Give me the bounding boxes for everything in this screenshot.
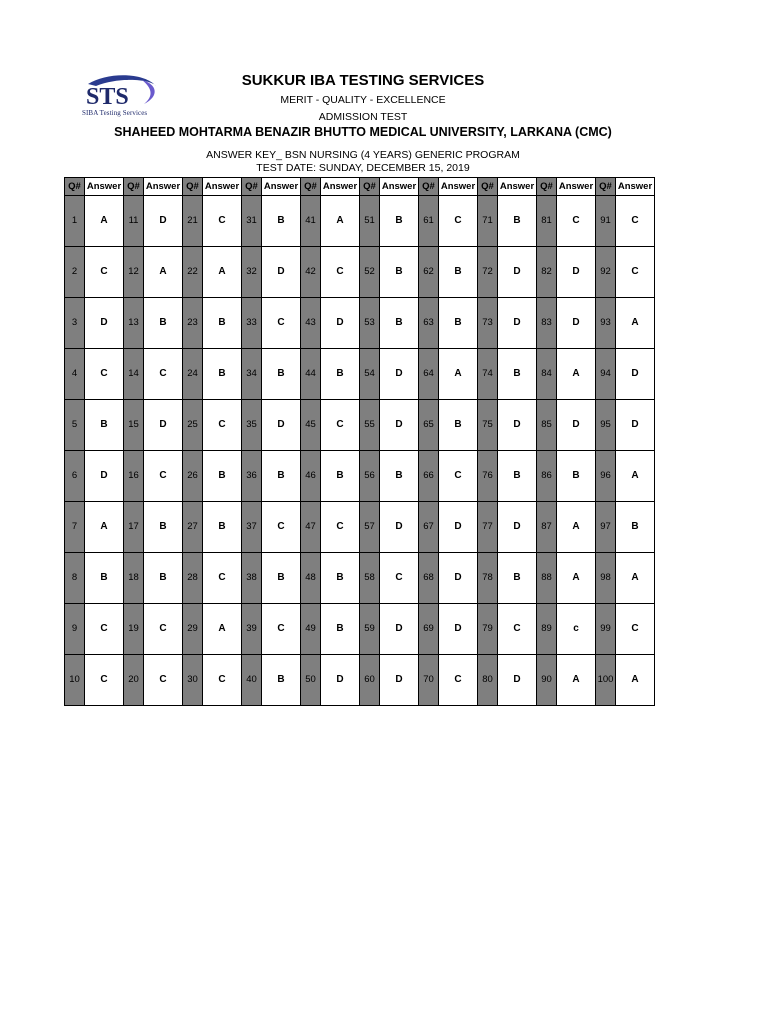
q-header: Q#	[360, 178, 380, 196]
program-title: ANSWER KEY_ BSN NURSING (4 YEARS) GENERIC PROGRAM	[206, 149, 520, 161]
question-number: 31	[242, 196, 262, 247]
question-number: 43	[301, 298, 321, 349]
question-number: 16	[124, 451, 144, 502]
answer-header: Answer	[439, 178, 478, 196]
question-number: 23	[183, 298, 203, 349]
answer-cell: C	[144, 604, 183, 655]
answer-cell: D	[557, 298, 596, 349]
answer-cell: B	[144, 502, 183, 553]
answer-cell: B	[85, 400, 124, 451]
question-number: 59	[360, 604, 380, 655]
answer-cell: B	[262, 451, 301, 502]
answer-cell: D	[321, 298, 360, 349]
table-row	[65, 196, 655, 247]
answer-header: Answer	[144, 178, 183, 196]
question-number: 13	[124, 298, 144, 349]
q-header: Q#	[183, 178, 203, 196]
answer-cell: B	[262, 349, 301, 400]
answer-cell: D	[498, 298, 537, 349]
question-number: 35	[242, 400, 262, 451]
question-number: 37	[242, 502, 262, 553]
question-number: 52	[360, 247, 380, 298]
question-number: 30	[183, 655, 203, 706]
question-number: 3	[65, 298, 85, 349]
q-header: Q#	[537, 178, 557, 196]
table-row	[65, 349, 655, 400]
answer-cell: D	[262, 247, 301, 298]
question-number: 49	[301, 604, 321, 655]
question-number: 77	[478, 502, 498, 553]
answer-header: Answer	[380, 178, 419, 196]
answer-cell: A	[85, 196, 124, 247]
question-number: 18	[124, 553, 144, 604]
answer-cell: C	[616, 604, 655, 655]
question-number: 78	[478, 553, 498, 604]
question-number: 91	[596, 196, 616, 247]
answer-cell: A	[557, 655, 596, 706]
question-number: 39	[242, 604, 262, 655]
question-number: 36	[242, 451, 262, 502]
question-number: 46	[301, 451, 321, 502]
answer-cell: A	[439, 349, 478, 400]
question-number: 54	[360, 349, 380, 400]
answer-cell: C	[262, 604, 301, 655]
question-number: 19	[124, 604, 144, 655]
table-row	[65, 247, 655, 298]
answer-header: Answer	[616, 178, 655, 196]
question-number: 93	[596, 298, 616, 349]
logo-text: STS	[86, 84, 129, 110]
question-number: 12	[124, 247, 144, 298]
answer-cell: C	[203, 400, 242, 451]
answer-cell: B	[321, 451, 360, 502]
question-number: 4	[65, 349, 85, 400]
table-header-row	[65, 178, 655, 196]
answer-cell: A	[557, 553, 596, 604]
q-header: Q#	[242, 178, 262, 196]
answer-cell: D	[498, 655, 537, 706]
answer-cell: A	[557, 349, 596, 400]
question-number: 73	[478, 298, 498, 349]
question-number: 58	[360, 553, 380, 604]
question-number: 82	[537, 247, 557, 298]
answer-cell: D	[144, 196, 183, 247]
answer-cell: C	[321, 400, 360, 451]
table-row	[65, 553, 655, 604]
question-number: 98	[596, 553, 616, 604]
question-number: 89	[537, 604, 557, 655]
question-number: 90	[537, 655, 557, 706]
question-number: 88	[537, 553, 557, 604]
answer-cell: C	[203, 553, 242, 604]
answer-cell: C	[616, 196, 655, 247]
question-number: 79	[478, 604, 498, 655]
answer-cell: A	[321, 196, 360, 247]
org-title: SUKKUR IBA TESTING SERVICES	[241, 72, 485, 89]
question-number: 22	[183, 247, 203, 298]
question-number: 53	[360, 298, 380, 349]
question-number: 50	[301, 655, 321, 706]
question-number: 74	[478, 349, 498, 400]
question-number: 95	[596, 400, 616, 451]
question-number: 60	[360, 655, 380, 706]
answer-cell: C	[557, 196, 596, 247]
answer-cell: C	[144, 451, 183, 502]
question-number: 14	[124, 349, 144, 400]
answer-cell: B	[498, 553, 537, 604]
answer-cell: B	[85, 553, 124, 604]
answer-cell: B	[203, 349, 242, 400]
answer-cell: D	[439, 502, 478, 553]
question-number: 70	[419, 655, 439, 706]
answer-cell: B	[498, 451, 537, 502]
answer-cell: D	[557, 400, 596, 451]
question-number: 41	[301, 196, 321, 247]
answer-cell: D	[380, 604, 419, 655]
answer-cell: A	[203, 604, 242, 655]
question-number: 5	[65, 400, 85, 451]
answer-key-table	[64, 177, 655, 706]
answer-header: Answer	[321, 178, 360, 196]
question-number: 40	[242, 655, 262, 706]
question-number: 86	[537, 451, 557, 502]
answer-cell: D	[616, 400, 655, 451]
answer-cell: D	[85, 298, 124, 349]
question-number: 38	[242, 553, 262, 604]
answer-cell: B	[439, 247, 478, 298]
question-number: 34	[242, 349, 262, 400]
question-number: 75	[478, 400, 498, 451]
answer-cell: D	[557, 247, 596, 298]
answer-cell: A	[203, 247, 242, 298]
question-number: 65	[419, 400, 439, 451]
answer-cell: D	[85, 451, 124, 502]
answer-cell: B	[557, 451, 596, 502]
university-name: SHAHEED MOHTARMA BENAZIR BHUTTO MEDICAL UNIVERSITY, LARKANA (CMC)	[114, 125, 612, 139]
answer-cell: A	[557, 502, 596, 553]
table-row	[65, 502, 655, 553]
answer-cell: B	[321, 604, 360, 655]
answer-cell: B	[380, 247, 419, 298]
question-number: 80	[478, 655, 498, 706]
answer-cell: C	[262, 298, 301, 349]
answer-cell: B	[144, 298, 183, 349]
table-row	[65, 298, 655, 349]
answer-cell: C	[439, 451, 478, 502]
answer-cell: B	[380, 298, 419, 349]
answer-cell: D	[498, 400, 537, 451]
question-number: 99	[596, 604, 616, 655]
answer-cell: A	[616, 298, 655, 349]
answer-cell: D	[380, 502, 419, 553]
answer-cell: D	[380, 400, 419, 451]
question-number: 64	[419, 349, 439, 400]
answer-cell: A	[144, 247, 183, 298]
question-number: 29	[183, 604, 203, 655]
question-number: 71	[478, 196, 498, 247]
answer-header: Answer	[498, 178, 537, 196]
answer-cell: A	[85, 502, 124, 553]
answer-cell: D	[262, 400, 301, 451]
question-number: 9	[65, 604, 85, 655]
question-number: 24	[183, 349, 203, 400]
answer-cell: C	[203, 655, 242, 706]
answer-cell: C	[498, 604, 537, 655]
answer-cell: B	[439, 400, 478, 451]
question-number: 63	[419, 298, 439, 349]
answer-cell: A	[616, 553, 655, 604]
question-number: 56	[360, 451, 380, 502]
q-header: Q#	[65, 178, 85, 196]
answer-cell: C	[85, 247, 124, 298]
answer-cell: A	[616, 655, 655, 706]
motto: MERIT - QUALITY - EXCELLENCE	[280, 94, 446, 106]
answer-cell: B	[203, 502, 242, 553]
question-number: 26	[183, 451, 203, 502]
answer-cell: C	[616, 247, 655, 298]
answer-cell: A	[616, 451, 655, 502]
question-number: 28	[183, 553, 203, 604]
question-number: 55	[360, 400, 380, 451]
question-number: 47	[301, 502, 321, 553]
answer-cell: C	[85, 655, 124, 706]
answer-header: Answer	[85, 178, 124, 196]
answer-header: Answer	[203, 178, 242, 196]
question-number: 85	[537, 400, 557, 451]
question-number: 7	[65, 502, 85, 553]
q-header: Q#	[301, 178, 321, 196]
answer-cell: D	[144, 400, 183, 451]
logo-subtitle: SIBA Testing Services	[82, 109, 148, 117]
answer-cell: B	[144, 553, 183, 604]
question-number: 68	[419, 553, 439, 604]
answer-cell: B	[262, 553, 301, 604]
table-row	[65, 655, 655, 706]
answer-cell: C	[321, 247, 360, 298]
answer-cell: C	[203, 196, 242, 247]
answer-cell: B	[616, 502, 655, 553]
answer-cell: C	[439, 655, 478, 706]
question-number: 32	[242, 247, 262, 298]
question-number: 6	[65, 451, 85, 502]
q-header: Q#	[124, 178, 144, 196]
test-date: TEST DATE: SUNDAY, DECEMBER 15, 2019	[256, 162, 470, 174]
question-number: 1	[65, 196, 85, 247]
answer-cell: B	[498, 196, 537, 247]
question-number: 8	[65, 553, 85, 604]
answer-cell: C	[321, 502, 360, 553]
answer-cell: C	[144, 655, 183, 706]
question-number: 11	[124, 196, 144, 247]
answer-cell: B	[439, 298, 478, 349]
question-number: 44	[301, 349, 321, 400]
q-header: Q#	[478, 178, 498, 196]
question-number: 81	[537, 196, 557, 247]
question-number: 96	[596, 451, 616, 502]
question-number: 87	[537, 502, 557, 553]
question-number: 97	[596, 502, 616, 553]
question-number: 21	[183, 196, 203, 247]
question-number: 20	[124, 655, 144, 706]
answer-cell: B	[321, 553, 360, 604]
question-number: 92	[596, 247, 616, 298]
answer-cell: D	[321, 655, 360, 706]
answer-cell: B	[380, 196, 419, 247]
question-number: 48	[301, 553, 321, 604]
question-number: 15	[124, 400, 144, 451]
test-type: ADMISSION TEST	[318, 111, 408, 123]
answer-cell: B	[380, 451, 419, 502]
answer-cell: B	[262, 196, 301, 247]
answer-cell: D	[380, 655, 419, 706]
question-number: 76	[478, 451, 498, 502]
answer-cell: B	[262, 655, 301, 706]
question-number: 42	[301, 247, 321, 298]
question-number: 83	[537, 298, 557, 349]
answer-cell: B	[203, 451, 242, 502]
question-number: 72	[478, 247, 498, 298]
question-number: 2	[65, 247, 85, 298]
question-number: 33	[242, 298, 262, 349]
question-number: 27	[183, 502, 203, 553]
question-number: 61	[419, 196, 439, 247]
answer-cell: c	[557, 604, 596, 655]
table-body	[65, 196, 655, 706]
answer-cell: D	[498, 247, 537, 298]
question-number: 10	[65, 655, 85, 706]
question-number: 62	[419, 247, 439, 298]
answer-cell: B	[203, 298, 242, 349]
question-number: 45	[301, 400, 321, 451]
table-row	[65, 400, 655, 451]
answer-cell: C	[85, 349, 124, 400]
question-number: 69	[419, 604, 439, 655]
question-number: 84	[537, 349, 557, 400]
question-number: 66	[419, 451, 439, 502]
question-number: 94	[596, 349, 616, 400]
question-number: 67	[419, 502, 439, 553]
question-number: 51	[360, 196, 380, 247]
answer-cell: C	[439, 196, 478, 247]
answer-cell: B	[321, 349, 360, 400]
answer-cell: C	[262, 502, 301, 553]
question-number: 17	[124, 502, 144, 553]
answer-cell: D	[498, 502, 537, 553]
table-row	[65, 451, 655, 502]
answer-cell: C	[85, 604, 124, 655]
answer-cell: C	[380, 553, 419, 604]
answer-cell: C	[144, 349, 183, 400]
question-number: 57	[360, 502, 380, 553]
question-number: 25	[183, 400, 203, 451]
answer-cell: D	[616, 349, 655, 400]
table-row	[65, 604, 655, 655]
answer-header: Answer	[262, 178, 301, 196]
answer-header: Answer	[557, 178, 596, 196]
answer-cell: D	[439, 553, 478, 604]
question-number: 100	[596, 655, 616, 706]
q-header: Q#	[596, 178, 616, 196]
answer-cell: B	[498, 349, 537, 400]
answer-cell: D	[439, 604, 478, 655]
answer-cell: D	[380, 349, 419, 400]
q-header: Q#	[419, 178, 439, 196]
